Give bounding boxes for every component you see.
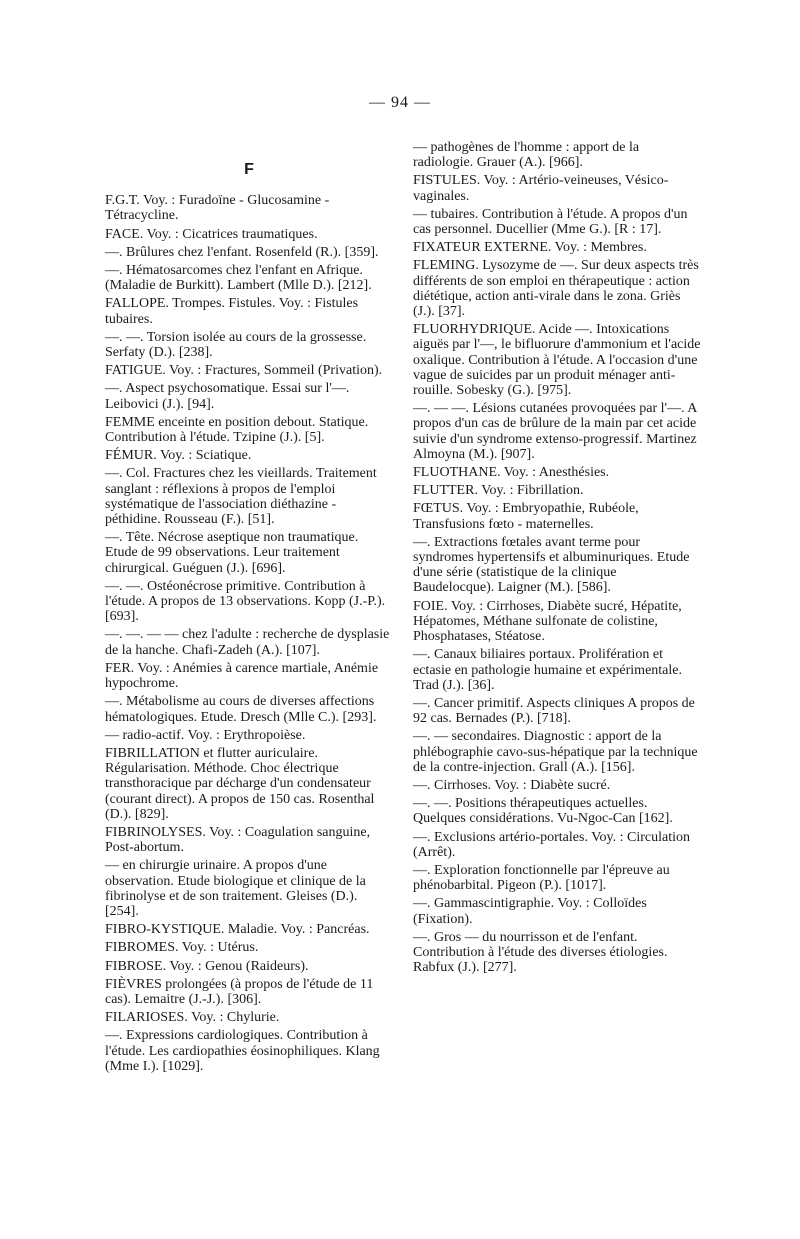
index-entry: FALLOPE. Trompes. Fistules. Voy. : Fistules tubaires. [105, 296, 359, 327]
left-entries [105, 193, 393, 1074]
index-entry: FOIE. Voy. : Cirrhoses, Diabète sucré, Hépatite, Hépatomes, Méthane sulfonate de colistine, Phosphatases, Stéatose. [413, 598, 682, 645]
index-entry: FLUOTHANE. Voy. : Anesthésies. [413, 465, 610, 481]
index-entry: —. — —. Lésions cutanées provoquées par l'—. A propos d'un cas de brûlure de la main par cet acide suivie d'un syndrome extenso-progressif. Martinez Almoyna (M.). [907]. [413, 401, 697, 462]
index-entry: FATIGUE. Voy. : Fractures, Sommeil (Privation). [105, 363, 383, 379]
right-entries [413, 140, 701, 975]
index-entry: —. Exploration fonctionnelle par l'épreuve au phénobarbital. Pigeon (P.). [1017]. [413, 862, 670, 894]
index-entry: —. Canaux biliaires portaux. Prolifération et ectasie en pathologie humaine et expérimentale. Trad (J.). [36]. [413, 647, 682, 693]
index-entry: FIÈVRES prolongées (à propos de l'étude de 11 cas). Lemaitre (J.-J.). [306]. [105, 976, 374, 1007]
index-entry: FILARIOSES. Voy. : Chylurie. [105, 1010, 280, 1026]
index-entry: FLEMING. Lysozyme de —. Sur deux aspects très différents de son emploi en thérapeutique : action diététique, action anti-virale dans le zona. Griès (J.). [37]. [413, 258, 699, 320]
section-letter: F [244, 161, 254, 178]
index-entry: —. Aspect psychosomatique. Essai sur l'—. Leibovici (J.). [94]. [105, 381, 350, 412]
index-entry: FLUTTER. Voy. : Fibrillation. [413, 483, 584, 499]
index-entry: FEMME enceinte en position debout. Statique. Contribution à l'étude. Tzipine (J.). [5]. [105, 414, 369, 446]
index-entry: —. Cancer primitif. Aspects cliniques A propos de 92 cas. Bernades (P.). [718]. [413, 695, 695, 727]
index-entry: FŒTUS. Voy. : Embryopathie, Rubéole, Transfusions fœto - maternelles. [413, 501, 639, 532]
index-entry: —. Métabolisme au cours de diverses affections hématologiques. Etude. Dresch (Mlle C.). [293]. [105, 694, 377, 725]
index-entry: —. Exclusions artério-portales. Voy. : Circulation (Arrêt). [413, 829, 690, 860]
index-entry: FLUORHYDRIQUE. Acide —. Intoxications aiguës par l'—, le bifluorure d'ammonium et l'acide oxalique. Contribution à l'étude. A l'occasion d'une vague de suicides par un produit ménager anti-rouille. Sobesky (G.). [975]. [413, 322, 701, 399]
index-entry: — pathogènes de l'homme : apport de la radiologie. Grauer (A.). [966]. [413, 140, 640, 171]
index-entry: —. Gammascintigraphie. Voy. : Colloïdes (Fixation). [413, 896, 647, 927]
index-entry: —. Expressions cardiologiques. Contribution à l'étude. Les cardiopathies éosinophiliques. Klang (Mme I.). [1029]. [105, 1028, 380, 1074]
index-entry: FIBROSE. Voy. : Genou (Raideurs). [105, 958, 309, 974]
index-entry: —. —. — — chez l'adulte : recherche de dysplasie de la hanche. Chafi-Zadeh (A.). [107]. [105, 627, 390, 658]
index-entry: —. Hématosarcomes chez l'enfant en Afrique. (Maladie de Burkitt). Lambert (Mlle D.). [212]. [105, 263, 372, 294]
index-entry: —. Gros — du nourrisson et de l'enfant. Contribution à l'étude des diverses étiologies. Rabfux (J.). [277]. [413, 929, 668, 976]
index-entry: —. Cirrhoses. Voy. : Diabète sucré. [413, 777, 611, 793]
index-entry: FÉMUR. Voy. : Sciatique. [105, 448, 252, 464]
index-entry: FIXATEUR EXTERNE. Voy. : Membres. [413, 240, 647, 256]
index-entry: —. —. Positions thérapeutiques actuelles. Quelques considérations. Vu-Ngoc-Can [162]. [413, 796, 673, 827]
page-number: — 94 — [369, 94, 431, 111]
index-entry: — tubaires. Contribution à l'étude. A propos d'un cas personnel. Ducellier (Mme G.). [R : 17]. [413, 206, 688, 238]
index-entry: FIBROMES. Voy. : Utérus. [105, 940, 259, 956]
index-entry: —. Brûlures chez l'enfant. Rosenfeld (R.). [359]. [105, 244, 379, 260]
index-entry: FIBRILLATION et flutter auriculaire. Régularisation. Méthode. Choc électrique transthoracique par décharge d'un condensateur (courant direct). A propos de 150 cas. Rosenthal (D.). [829]. [105, 745, 375, 822]
index-entry: — en chirurgie urinaire. A propos d'une observation. Etude biologique et clinique de la fibrinolyse et de son traitement. Gleises (D.). [254]. [105, 858, 366, 919]
index-entry: FER. Voy. : Anémies à carence martiale, Anémie hypochrome. [105, 660, 379, 692]
index-entry: —. —. Ostéonécrose primitive. Contribution à l'étude. A propos de 13 observations. Kopp (J.-P.). [693]. [105, 578, 386, 625]
index-entry: F.G.T. Voy. : Furadoïne - Glucosamine - Tétracycline. [105, 193, 330, 224]
index-entry: FIBRO-KYSTIQUE. Maladie. Voy. : Pancréas. [105, 922, 370, 938]
right-column [413, 140, 701, 978]
index-entry: —. Tête. Nécrose aseptique non traumatique. Etude de 99 observations. Leur traitement chirurgical. Guéguen (J.). [696]. [105, 530, 359, 576]
index-entry: FISTULES. Voy. : Artério-veineuses, Vésico-vaginales. [413, 173, 669, 204]
index-entry: — radio-actif. Voy. : Erythropoièse. [105, 727, 306, 743]
index-entry: FIBRINOLYSES. Voy. : Coagulation sanguine, Post-abortum. [105, 824, 371, 856]
index-entry: —. Col. Fractures chez les vieillards. Traitement sanglant : réflexions à propos de l'emploi systématique de l'association diéthazine - péthidine. Rousseau (F.). [51]. [105, 466, 377, 528]
index-entry: —. Extractions fœtales avant terme pour syndromes hypertensifs et albuminuriques. Etude d'une série (statistique de la clinique Baudelocque). Laigner (M.). [586]. [413, 534, 690, 596]
index-entry: —. — secondaires. Diagnostic : apport de la phlébographie cavo-sus-hépatique par la technique de la contre-injection. Grall (A.). [156]. [413, 729, 698, 775]
index-entry: FACE. Voy. : Cicatrices traumatiques. [105, 226, 318, 242]
index-entry: —. —. Torsion isolée au cours de la grossesse. Serfaty (D.). [238]. [105, 329, 367, 361]
left-column [105, 148, 393, 1077]
